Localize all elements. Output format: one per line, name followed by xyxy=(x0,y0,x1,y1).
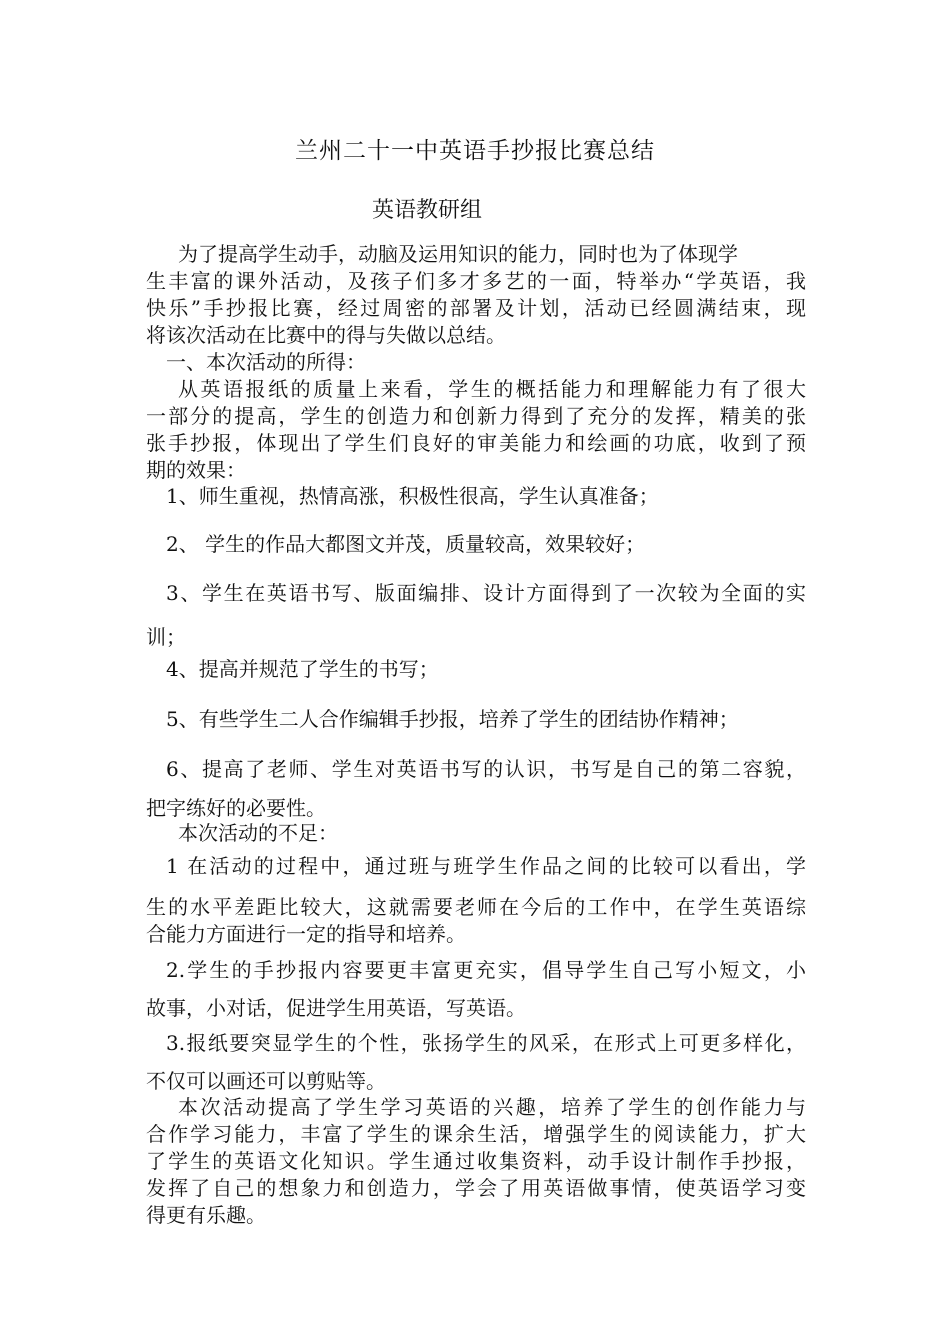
gain-item: 4、提高并规范了学生的书写； xyxy=(166,657,439,681)
conclusion-line: 了学生的英语文化知识。学生通过收集资料，动手设计制作手抄报， xyxy=(146,1149,806,1173)
intro-line: 生丰富的课外活动，及孩子们多才多艺的一面，特举办“学英语，我 xyxy=(146,269,806,293)
intro-line: 快乐”手抄报比赛，经过周密的部署及计划，活动已经圆满结束，现 xyxy=(146,296,806,320)
gain-item: 训； xyxy=(146,625,186,649)
author-group: 英语教研组 xyxy=(372,198,483,223)
gain-item: 3、学生在英语书写、版面编排、设计方面得到了一次较为全面的实 xyxy=(166,581,806,605)
shortcoming-line: 2.学生的手抄报内容要更丰富更充实，倡导学生自己写小短文，小 xyxy=(166,958,806,982)
shortcoming-line: 合能力方面进行一定的指导和培养。 xyxy=(146,922,466,946)
gains-para-line: 张手抄报，体现出了学生们良好的审美能力和绘画的功底，收到了预 xyxy=(146,431,806,455)
gain-item: 6、提高了老师、学生对英语书写的认识，书写是自己的第二容貌， xyxy=(166,757,806,781)
document-title: 兰州二十一中英语手抄报比赛总结 xyxy=(295,138,655,164)
section-heading-gains: 一、本次活动的所得： xyxy=(166,350,366,374)
gains-para-line: 从英语报纸的质量上来看，学生的概括能力和理解能力有了很大 xyxy=(178,377,806,401)
conclusion-line: 合作学习能力，丰富了学生的课余生活，增强学生的阅读能力，扩大 xyxy=(146,1122,806,1146)
intro-line: 将该次活动在比赛中的得与失做以总结。 xyxy=(146,323,506,347)
gain-item: 把字练好的必要性。 xyxy=(146,796,326,820)
gain-item: 1、师生重视，热情高涨，积极性很高，学生认真准备； xyxy=(166,484,659,508)
gains-para-line: 期的效果： xyxy=(146,458,246,482)
conclusion-line: 本次活动提高了学生学习英语的兴趣，培养了学生的创作能力与 xyxy=(178,1095,806,1119)
shortcoming-line: 故事，小对话，促进学生用英语，写英语。 xyxy=(146,996,526,1020)
gains-para-line: 一部分的提高，学生的创造力和创新力得到了充分的发挥，精美的张 xyxy=(146,404,806,428)
intro-line: 为了提高学生动手，动脑及运用知识的能力，同时也为了体现学 xyxy=(178,242,738,266)
section-heading-shortcomings: 本次活动的不足： xyxy=(178,821,338,845)
conclusion-line: 发挥了自己的想象力和创造力，学会了用英语做事情，使英语学习变 xyxy=(146,1176,806,1200)
shortcoming-line: 生的水平差距比较大，这就需要老师在今后的工作中，在学生英语综 xyxy=(146,895,806,919)
gain-item: 2、 学生的作品大都图文并茂，质量较高，效果较好； xyxy=(166,532,646,556)
shortcoming-line: 3.报纸要突显学生的个性，张扬学生的风采，在形式上可更多样化， xyxy=(166,1031,806,1055)
gain-item: 5、有些学生二人合作编辑手抄报，培养了学生的团结协作精神； xyxy=(166,707,739,731)
conclusion-line: 得更有乐趣。 xyxy=(146,1203,266,1227)
shortcoming-line: 1 在活动的过程中，通过班与班学生作品之间的比较可以看出，学 xyxy=(166,854,806,878)
shortcoming-line: 不仅可以画还可以剪贴等。 xyxy=(146,1069,386,1093)
